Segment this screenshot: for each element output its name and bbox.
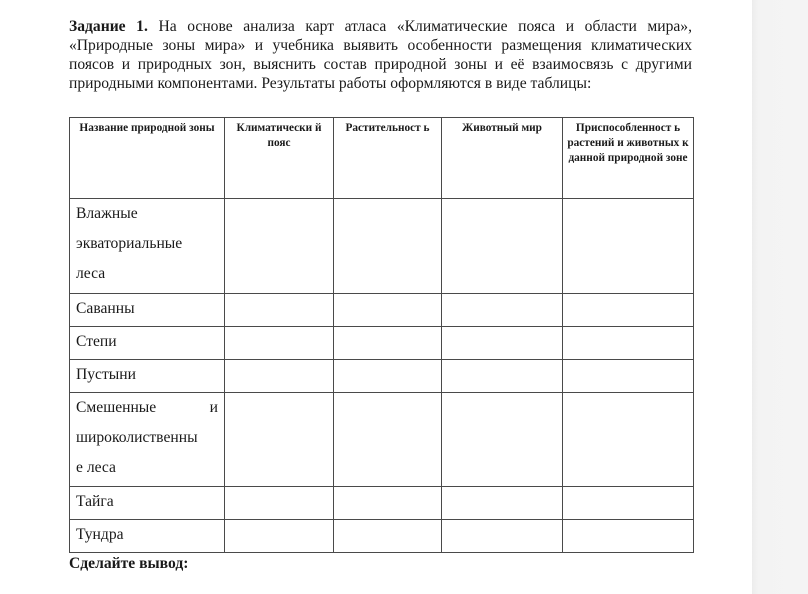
zone-cell: Тундра xyxy=(70,520,225,553)
header-vegetation: Растительност ь xyxy=(334,118,442,199)
empty-cell[interactable] xyxy=(563,393,694,487)
empty-cell[interactable] xyxy=(442,360,563,393)
header-zone-name: Название природной зоны xyxy=(70,118,225,199)
viewer-margin xyxy=(752,0,808,594)
empty-cell[interactable] xyxy=(563,520,694,553)
empty-cell[interactable] xyxy=(225,360,334,393)
empty-cell[interactable] xyxy=(225,199,334,294)
zone-cell: Саванны xyxy=(70,294,225,327)
table-header-row xyxy=(70,118,694,199)
empty-cell[interactable] xyxy=(442,294,563,327)
empty-cell[interactable] xyxy=(225,520,334,553)
conclusion-prompt: Сделайте вывод: xyxy=(69,555,189,572)
zone-line: Влажные xyxy=(76,205,138,222)
empty-cell[interactable] xyxy=(442,327,563,360)
zone-word: и xyxy=(209,399,218,416)
table-row xyxy=(70,520,694,553)
empty-cell[interactable] xyxy=(442,199,563,294)
zone-cell: Тайга xyxy=(70,487,225,520)
zone-word: Смешенные xyxy=(76,399,157,416)
zone-cell: Степи xyxy=(70,327,225,360)
natural-zones-table xyxy=(69,117,694,553)
table-row xyxy=(70,360,694,393)
empty-cell[interactable] xyxy=(442,487,563,520)
empty-cell[interactable] xyxy=(442,520,563,553)
zone-line: е леса xyxy=(76,459,116,476)
empty-cell[interactable] xyxy=(225,294,334,327)
header-fauna: Животный мир xyxy=(442,118,563,199)
empty-cell[interactable] xyxy=(563,487,694,520)
table-row xyxy=(70,199,694,294)
empty-cell[interactable] xyxy=(225,393,334,487)
empty-cell[interactable] xyxy=(225,487,334,520)
header-adaptation: Приспособленност ь растений и животных к данной природной зоне xyxy=(563,118,694,199)
task-description xyxy=(69,17,692,93)
zone-cell xyxy=(70,393,225,487)
empty-cell[interactable] xyxy=(334,199,442,294)
zone-cell xyxy=(70,199,225,294)
empty-cell[interactable] xyxy=(563,327,694,360)
zone-line: экваториальные xyxy=(76,235,183,252)
zone-line: леса xyxy=(76,265,106,282)
empty-cell[interactable] xyxy=(334,487,442,520)
empty-cell[interactable] xyxy=(225,327,334,360)
empty-cell[interactable] xyxy=(334,520,442,553)
table-row xyxy=(70,327,694,360)
header-climate-belt: Климатически й пояс xyxy=(225,118,334,199)
task-text: На основе анализа карт атласа «Климатические пояса и области мира», «Природные зоны мира» и учебника выявить особенности размещения климатических поясов и природных зон, выяснить состав природной зоны и её взаимосвязь с другими природными компонентами. Результаты работы оформляются в виде таблицы: xyxy=(69,18,692,92)
empty-cell[interactable] xyxy=(334,327,442,360)
zone-line xyxy=(76,393,218,423)
empty-cell[interactable] xyxy=(563,199,694,294)
empty-cell[interactable] xyxy=(334,393,442,487)
empty-cell[interactable] xyxy=(442,393,563,487)
table-row xyxy=(70,487,694,520)
empty-cell[interactable] xyxy=(334,294,442,327)
empty-cell[interactable] xyxy=(563,294,694,327)
zone-cell: Пустыни xyxy=(70,360,225,393)
empty-cell[interactable] xyxy=(334,360,442,393)
empty-cell[interactable] xyxy=(563,360,694,393)
table-row xyxy=(70,294,694,327)
task-label: Задание 1. xyxy=(69,18,148,35)
table-row xyxy=(70,393,694,487)
zone-line: широколиственны xyxy=(76,429,198,446)
